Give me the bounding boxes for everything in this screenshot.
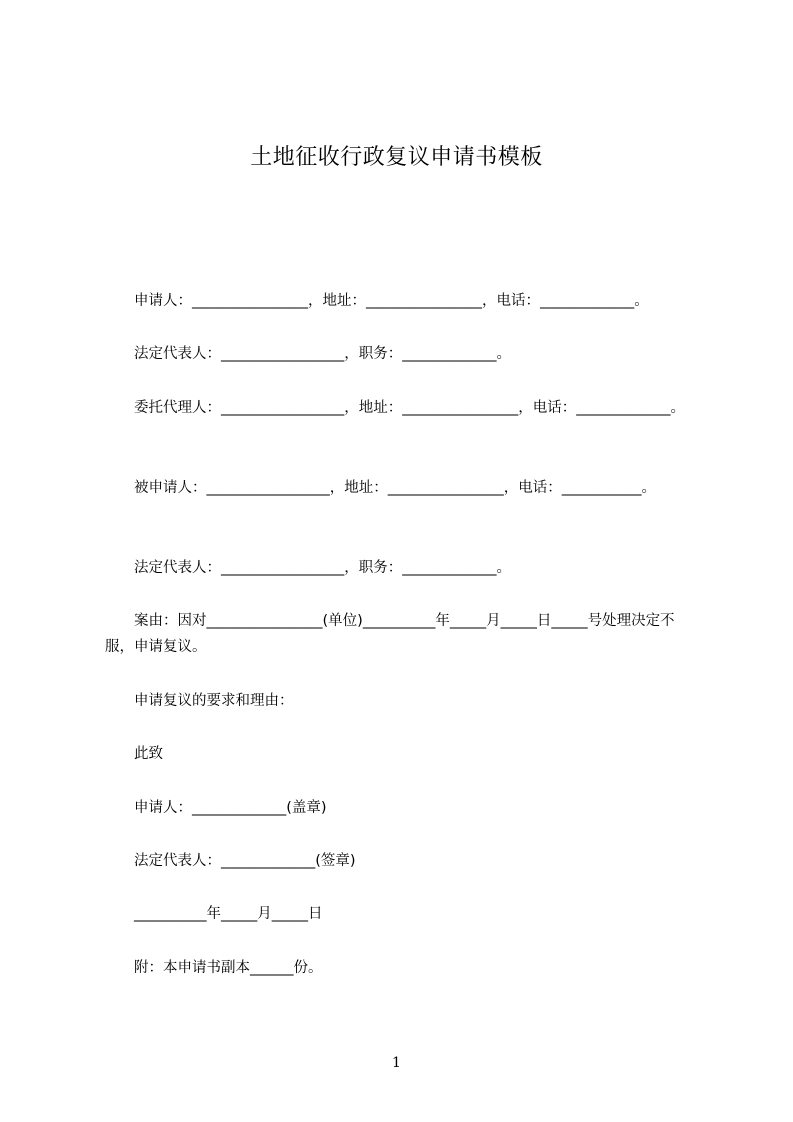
- request-reason-heading: 申请复议的要求和理由：: [105, 693, 294, 709]
- case-reason-line: 案由：因对________________(单位)__________年_____月_____日_____号处理决定不服，申请复议。: [105, 613, 675, 655]
- respondent-legal-representative-line: 法定代表人：_________________，职务：_____________。: [105, 560, 511, 576]
- respondent-line: 被申请人：_________________，地址：________________，电话：___________。: [105, 480, 656, 496]
- entrusted-agent-line: 委托代理人：_________________，地址：________________，电话：_____________。: [105, 400, 685, 416]
- document-title: 土地征收行政复议申请书模板: [250, 145, 543, 170]
- applicant-seal-line: 申请人：_____________(盖章): [105, 800, 327, 816]
- page-number: 1: [392, 1055, 401, 1071]
- salutation-line: 此致: [105, 746, 163, 762]
- representative-signature-line: 法定代表人：_____________(签章): [105, 853, 356, 869]
- applicant-line: 申请人：________________，地址：________________，电话：_____________。: [105, 293, 649, 309]
- legal-representative-line: 法定代表人：_________________，职务：_____________。: [105, 346, 511, 362]
- attachment-line: 附：本申请书副本______份。: [105, 960, 323, 976]
- date-line: __________年_____月_____日: [105, 906, 323, 922]
